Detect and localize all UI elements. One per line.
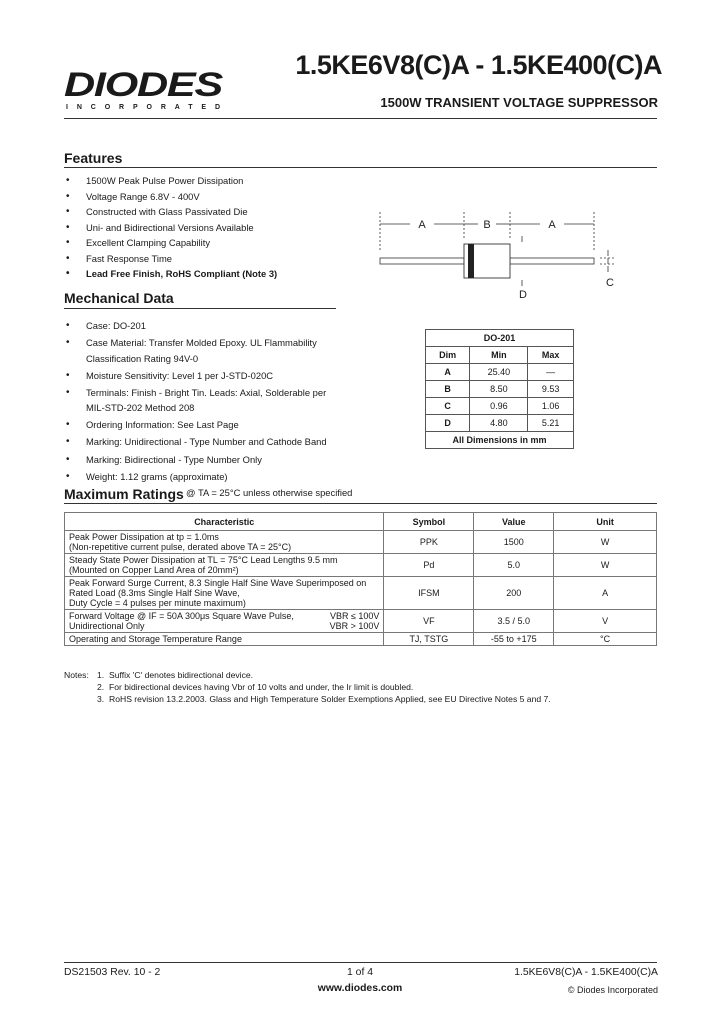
feature-item: • Uni- and Bidirectional Versions Available: [64, 220, 364, 236]
mechanical-item: • Marking: Unidirectional - Type Number and Cathode Band: [64, 434, 339, 450]
table-row: Peak Power Dissipation at tp = 1.0ms (Non-repetitive current pulse, derated above TA = 25°C) PPK 1500 W: [65, 531, 657, 554]
footer-copyright: © Diodes Incorporated: [567, 985, 658, 995]
feature-item: • 1500W Peak Pulse Power Dissipation: [64, 173, 364, 189]
feature-item: • Constructed with Glass Passivated Die: [64, 204, 364, 220]
col-header-characteristic: Characteristic: [65, 513, 384, 531]
mechanical-divider: [64, 308, 336, 309]
mechanical-item: • Case: DO-201: [64, 318, 339, 334]
mechanical-item: • Marking: Bidirectional - Type Number Only: [64, 452, 339, 468]
col-header-value: Value: [474, 513, 554, 531]
dim-col-header: Max: [528, 347, 574, 364]
table-row: Forward Voltage @ IF = 50A 300μs Square Wave Pulse, VBR ≤ 100V Unidirectional Only VBR > 100V VF 3.5 / 5.0 V: [65, 610, 657, 633]
table-row: Steady State Power Dissipation at TL = 75°C Lead Lengths 9.5 mm (Mounted on Copper Land Area of 20mm²) Pd 5.0 W: [65, 554, 657, 577]
dimension-table: [425, 329, 574, 449]
dim-row: B 8.50 9.53: [426, 381, 574, 398]
mechanical-title: Mechanical Data: [64, 290, 174, 306]
col-header-symbol: Symbol: [384, 513, 474, 531]
footer-page-number: 1 of 4: [347, 967, 373, 978]
cathode-band: [468, 244, 474, 278]
note-item: 1. Suffix 'C' denotes bidirectional device.: [97, 670, 254, 680]
page-subtitle: 1500W TRANSIENT VOLTAGE SUPPRESSOR: [380, 95, 658, 110]
diodes-logo: [64, 66, 224, 112]
notes-section: [64, 669, 657, 709]
dim-row: A 25.40 —: [426, 364, 574, 381]
mechanical-item: • Moisture Sensitivity: Level 1 per J-STD-020C: [64, 368, 339, 384]
mechanical-item: • Ordering Information: See Last Page: [64, 417, 339, 433]
mechanical-list: [64, 318, 339, 486]
features-list: [64, 173, 364, 282]
dim-col-header: Dim: [426, 347, 470, 364]
dim-row: D 4.80 5.21: [426, 415, 574, 432]
dim-label-a: A: [418, 219, 426, 231]
feature-item: • Voltage Range 6.8V - 400V: [64, 189, 364, 205]
feature-item: • Excellent Clamping Capability: [64, 235, 364, 251]
logo-subtext: INCORPORATED: [66, 104, 220, 111]
note-item: 2. For bidirectional devices having Vbr of 10 volts and under, the Ir limit is doubled.: [97, 682, 414, 692]
mechanical-item: • Terminals: Finish - Bright Tin. Leads: Axial, Solderable per MIL-STD-202 Method 208: [64, 385, 339, 416]
dim-table-title: DO-201: [426, 330, 574, 347]
notes-list: [97, 669, 657, 705]
table-row: Peak Forward Surge Current, 8.3 Single Half Sine Wave Superimposed on Rated Load (8.3ms Single Half Sine Wave, Duty Cycle = 4 pulses per minute maximum) IFSM 200 A: [65, 577, 657, 610]
mechanical-item: • Case Material: Transfer Molded Epoxy. UL Flammability Classification Rating 94V-0: [64, 335, 339, 366]
dim-label-c: C: [606, 277, 614, 289]
footer-website-link[interactable]: www.diodes.com: [317, 983, 403, 994]
logo-graphic: [64, 66, 224, 112]
header-divider: [64, 118, 657, 119]
logo-wordmark: DIODES: [64, 66, 224, 104]
dim-col-header: Min: [470, 347, 528, 364]
mechanical-item: • Weight: 1.12 grams (approximate): [64, 469, 339, 485]
footer-divider: [64, 962, 657, 963]
footer-doc-number: DS21503 Rev. 10 - 2: [64, 967, 161, 978]
left-lead: [380, 258, 464, 264]
dim-label-b: B: [483, 219, 491, 231]
max-ratings-divider: [64, 503, 657, 504]
max-ratings-title: Maximum Ratings: [64, 486, 184, 502]
dim-label-a: A: [548, 219, 556, 231]
features-divider: [64, 167, 657, 168]
features-title: Features: [64, 150, 123, 166]
right-lead: [510, 258, 594, 264]
feature-item-lead-free: • Lead Free Finish, RoHS Compliant (Note 3): [64, 266, 364, 282]
notes-label: Notes:: [64, 670, 89, 680]
page-title: 1.5KE6V8(C)A - 1.5KE400(C)A: [295, 50, 662, 80]
col-header-unit: Unit: [554, 513, 657, 531]
max-ratings-table: [64, 512, 657, 646]
note-item: 3. RoHS revision 13.2.2003. Glass and High Temperature Solder Exemptions Applied, see EU Directive Notes 5 and 7.: [97, 694, 551, 704]
max-ratings-condition: @ TA = 25°C unless otherwise specified: [186, 487, 353, 498]
dim-row: C 0.96 1.06: [426, 398, 574, 415]
table-row: Operating and Storage Temperature Range TJ, TSTG -55 to +175 °C: [65, 633, 657, 646]
dim-table-footer: All Dimensions in mm: [426, 432, 574, 449]
feature-item: • Fast Response Time: [64, 251, 364, 267]
dim-label-d: D: [519, 289, 527, 301]
package-outline-diagram: [370, 200, 660, 310]
footer-part-number: 1.5KE6V8(C)A - 1.5KE400(C)A: [514, 967, 658, 978]
